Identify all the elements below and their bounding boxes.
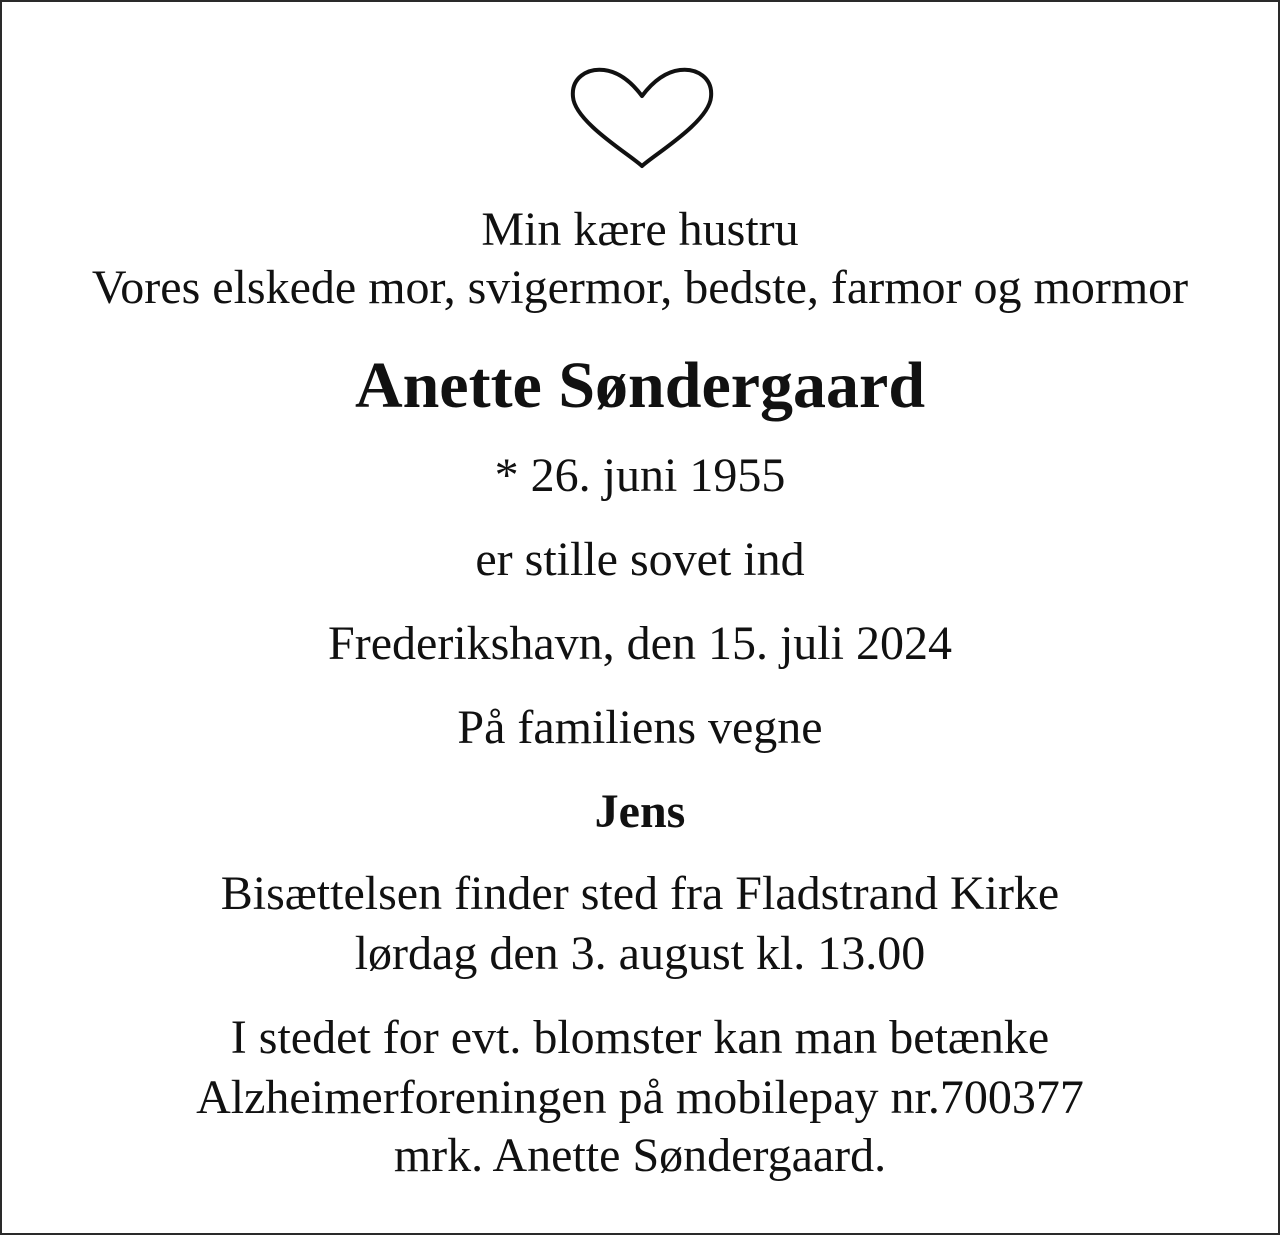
intro-line-2: Vores elskede mor, svigermor, bedste, farmor og mormor: [91, 261, 1189, 314]
heart-outline-icon: [567, 64, 717, 172]
donation-line-1: I stedet for evt. blomster kan man betænke: [230, 1011, 1050, 1064]
funeral-line-2: lørdag den 3. august kl. 13.00: [354, 927, 926, 980]
donation-line-2: Alzheimerforeningen på mobilepay nr.700377: [196, 1071, 1084, 1124]
passing-phrase: er stille sovet ind: [475, 533, 805, 586]
donation-line-3: mrk. Anette Søndergaard.: [393, 1129, 887, 1182]
deceased-name: Anette Søndergaard: [354, 349, 926, 422]
signer-name: Jens: [594, 785, 686, 838]
intro-line-1: Min kære hustru: [481, 203, 799, 256]
on-behalf-line: På familiens vegne: [457, 701, 823, 754]
funeral-line-1: Bisættelsen finder sted fra Fladstrand Kirke: [220, 867, 1060, 920]
birth-date: * 26. juni 1955: [494, 449, 786, 502]
place-and-date: Frederikshavn, den 15. juli 2024: [328, 617, 952, 670]
